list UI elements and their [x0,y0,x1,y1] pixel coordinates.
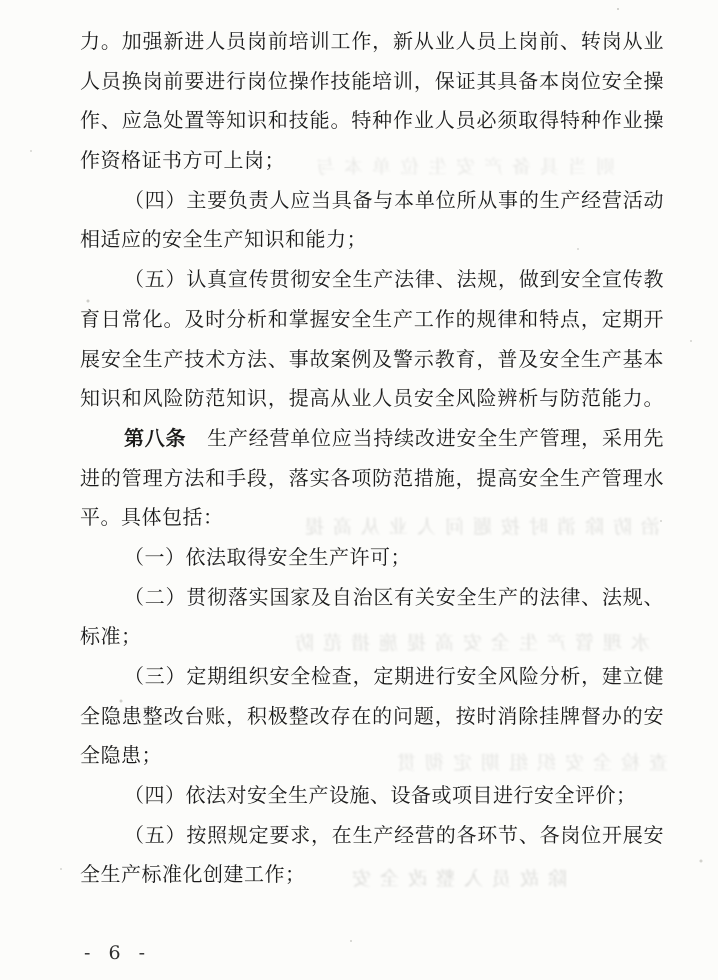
text-line: 全隐患整改台账，积极整改存在的问题，按时消除挂牌督办的安 [80,705,664,728]
text-line: 进的管理方法和手段，落实各项防范措施，提高安全生产管理水 [80,467,664,490]
scan-noise [617,8,619,10]
text-line: 标准； [80,626,142,649]
article-number: 第八条 [124,427,187,450]
text-line: 作、应急处置等知识和技能。特种作业人员必须取得特种作业操 [80,110,664,133]
text-line: 展安全生产技术方法、事故案例及警示教育，普及安全生产基本 [80,348,664,371]
text-line: 平。具体包括： [80,507,224,530]
text-line: （一）依法取得安全生产许可； [124,546,411,569]
text-line: 相适应的安全生产知识和能力； [80,229,367,252]
text-line: 育日常化。及时分析和掌握安全生产工作的规律和特点，定期开 [80,308,664,331]
text-line: （五）认真宣传贯彻安全生产法律、法规，做到安全宣传教 [124,269,664,292]
text-line: 作资格证书方可上岗； [80,150,285,173]
text-line: 全隐患； [80,745,162,768]
bleed-through-text: 治防除消时按题问人业从高提 [295,517,660,538]
bleed-through-text: 除故员入整改全安 [342,869,567,890]
text-line: 知识和风险防范知识，提高从业人员安全风险辨析与防范能力。 [80,388,664,411]
text-line: 力。加强新进人员岗前培训工作，新从业人员上岗前、转岗从业 [80,31,664,53]
text-line: （二）贯彻落实国家及自治区有关安全生产的法律、法规、 [124,586,664,609]
text-line: 人员换岗前要进行岗位操作技能培训，保证其具备本岗位安全操 [80,70,664,93]
bleed-through-text: 水理管产生全安高提施措范防 [285,633,650,654]
text-block [80,23,664,896]
text-line: 第八条 生产经营单位应当持续改进安全生产管理，采用先 [124,427,664,450]
page-number: - 6 - [84,942,152,964]
text-line: （四）依法对安全生产设施、设备或项目进行安全评价； [124,785,637,808]
text-line: （四）主要负责人应当具备与本单位所从事的生产经营活动 [124,189,664,212]
text-line: （五）按照规定要求，在生产经营的各环节、各岗位开展安 [124,824,664,847]
text-line: 全生产标准化创建工作； [80,864,306,887]
bleed-through-text: 查检全安织组期定彻贯 [387,753,668,774]
text-line: （三）定期组织安全检查，定期进行安全风险分析，建立健 [124,666,664,688]
bleed-through-text: 则当具备产安生位单本与 [306,157,615,178]
